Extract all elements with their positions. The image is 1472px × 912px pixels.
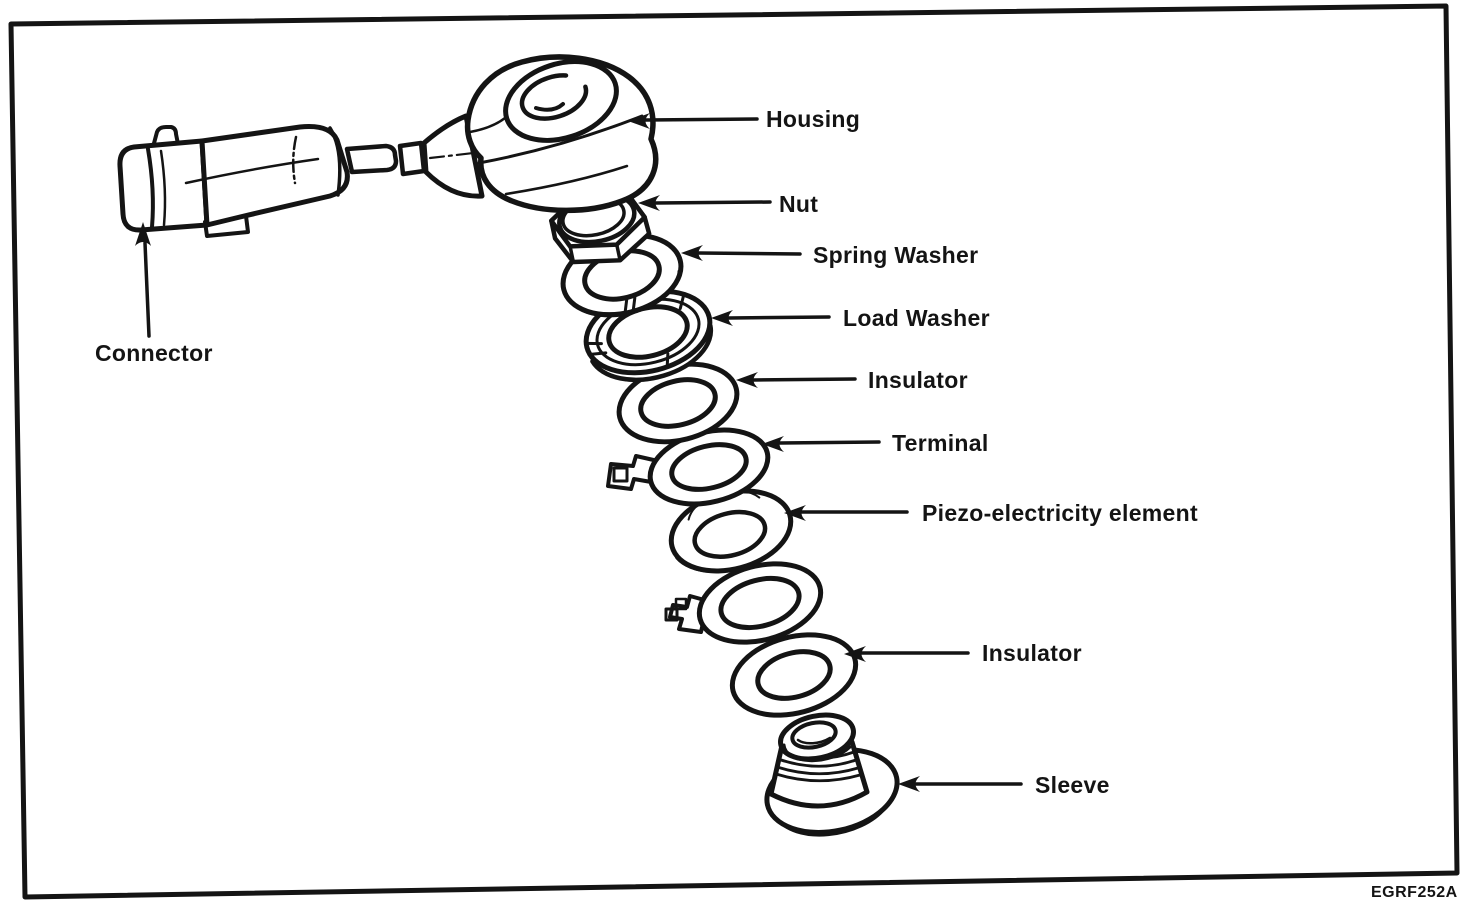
label-insulator-upper: Insulator xyxy=(868,367,968,393)
leader-sleeve xyxy=(898,776,1021,792)
label-terminal: Terminal xyxy=(892,430,989,456)
leader-housing xyxy=(628,113,757,129)
sleeve-drawing xyxy=(759,709,905,844)
leader-piezo-element xyxy=(784,505,907,521)
housing-drawing xyxy=(468,48,656,210)
label-connector: Connector xyxy=(95,340,213,366)
label-housing: Housing xyxy=(766,106,861,132)
leader-insulator-lower xyxy=(844,646,968,662)
leader-insulator-upper xyxy=(736,372,855,388)
label-spring-washer: Spring Washer xyxy=(813,242,979,268)
leader-terminal xyxy=(762,436,879,452)
figure-code: EGRF252A xyxy=(1371,884,1458,901)
leader-connector xyxy=(135,222,151,336)
label-insulator-lower: Insulator xyxy=(982,640,1082,666)
connector-drawing xyxy=(120,127,396,236)
label-piezo-element: Piezo-electricity element xyxy=(922,500,1198,526)
leader-load-washer xyxy=(711,310,829,326)
leader-nut xyxy=(638,195,770,211)
label-sleeve: Sleeve xyxy=(1035,772,1110,798)
leader-spring-washer xyxy=(681,245,800,261)
label-load-washer: Load Washer xyxy=(843,305,990,331)
label-nut: Nut xyxy=(779,191,819,217)
